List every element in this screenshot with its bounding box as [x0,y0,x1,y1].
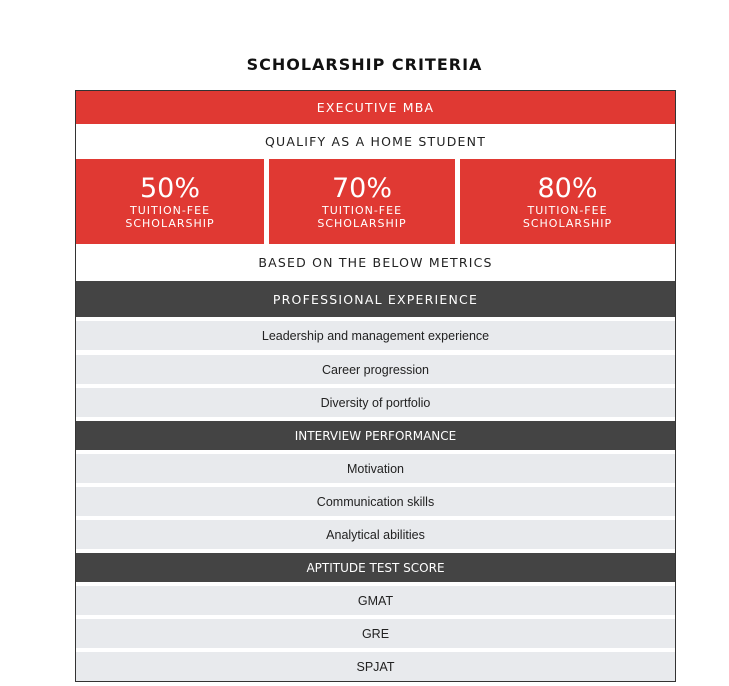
scholarship-line2: SCHOLARSHIP [522,216,613,230]
list-item: SPJAT [76,652,675,681]
scholarship-line1: TUITION-FEE [527,203,608,217]
qualify-label: QUALIFY AS A HOME STUDENT [264,134,487,149]
scholarship-line2: SCHOLARSHIP [125,216,215,230]
scholarship-line2: SCHOLARSHIP [317,216,407,230]
section-heading-aptitude: APTITUDE TEST SCORE [76,553,675,582]
scholarship-percent: 80% [537,172,598,204]
list-item: Analytical abilities [76,520,675,549]
section-heading-professional: PROFESSIONAL EXPERIENCE [76,281,675,317]
scholarship-box-70 [269,159,455,244]
scholarship-box-50 [76,159,264,244]
list-item: Leadership and management experience [76,321,675,350]
list-item: Career progression [76,355,675,384]
list-item: Motivation [76,454,675,483]
criteria-table [75,90,676,682]
scholarship-line1: TUITION-FEE [129,203,211,217]
page-title: SCHOLARSHIP CRITERIA [246,55,483,74]
scholarship-box-80 [460,159,675,244]
list-item: GRE [76,619,675,648]
scholarship-line1: TUITION-FEE [321,203,403,217]
list-item: Diversity of portfolio [76,388,675,417]
section-heading-interview: INTERVIEW PERFORMANCE [76,421,675,450]
scholarship-percent: 50% [139,172,200,204]
based-on-label: BASED ON THE BELOW METRICS [258,255,493,270]
scholarship-percent: 70% [331,172,392,204]
list-item: Communication skills [76,487,675,516]
list-item: GMAT [76,586,675,615]
program-header: EXECUTIVE MBA [76,91,675,124]
